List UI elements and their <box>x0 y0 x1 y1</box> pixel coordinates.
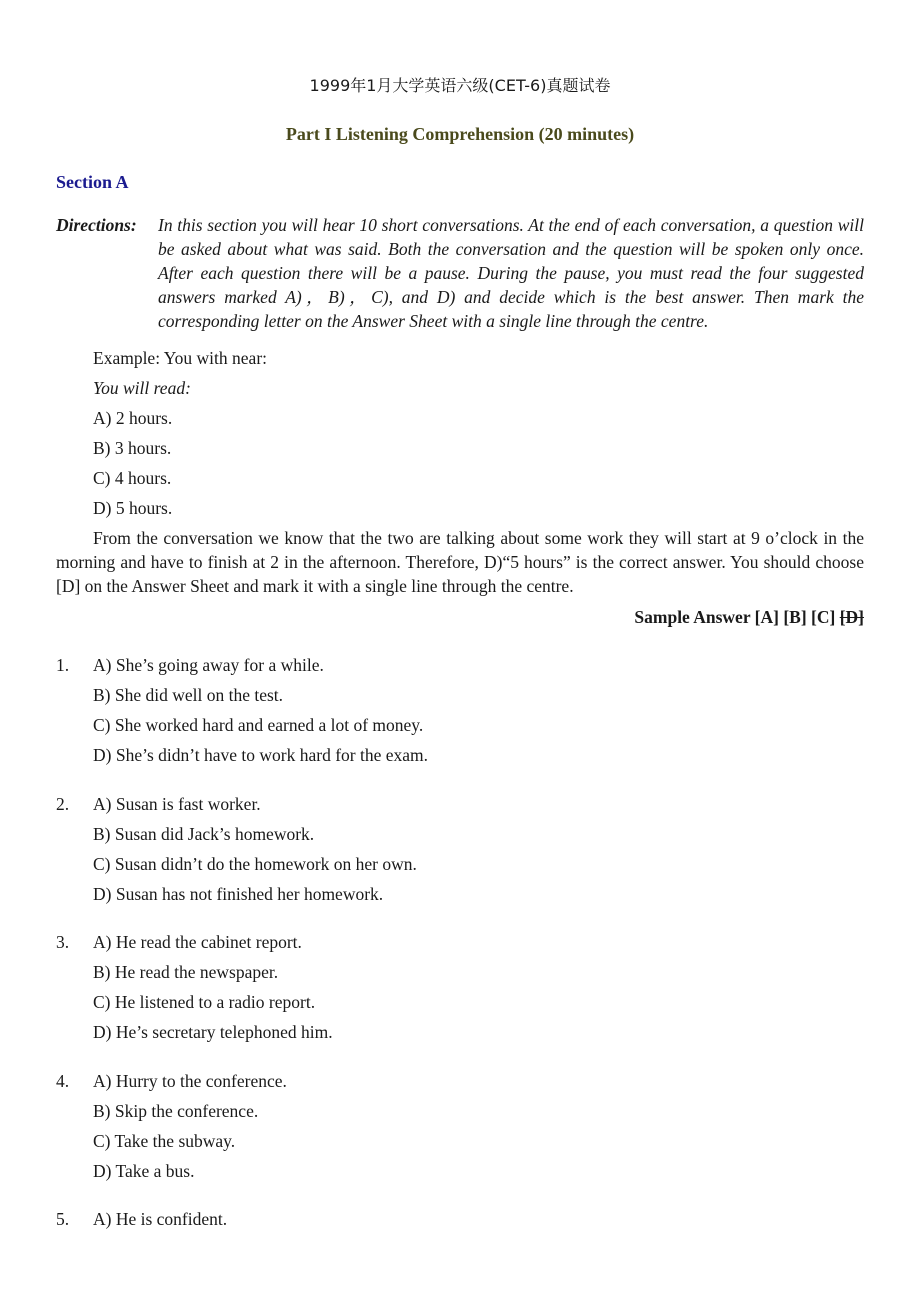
example-explanation: From the conversation we know that the two are talking about some work they will start at 9 o’clock in the morning and have to finish at 2 in the afternoon. Therefore, D)“5 hours” is the correct answer. You should choose [D] on the Answer Sheet and mark it with a single line through the centre. <box>56 528 864 596</box>
example-intro: Example: You with near: <box>93 348 268 368</box>
question-option: A) Susan is fast worker. <box>93 794 261 814</box>
directions-text: In this section you will hear 10 short conversations. At the end of each conversation, a question will be asked about what was said. Both the conversation and the question will be spoken only once. After each question there will be a pause. During the pause, you must read the four suggested answers marked A)，B)，C), and D) and decide which is the best answer. Then mark the corresponding letter on the Answer Sheet with a single line through the centre. <box>158 215 864 331</box>
question-option: C) Take the subway. <box>93 1131 236 1151</box>
question-option: B) Susan did Jack’s homework. <box>93 824 315 844</box>
question-option: D) Susan has not finished her homework. <box>93 884 384 904</box>
question-option: C) Susan didn’t do the homework on her own. <box>93 854 417 874</box>
part-title: Part I Listening Comprehension (20 minutes) <box>285 124 635 144</box>
question-option: B) He read the newspaper. <box>93 962 279 982</box>
example-read-label: You will read: <box>93 378 191 398</box>
sample-answer-marked: [D] <box>839 607 864 627</box>
section-title: Section A <box>56 172 129 192</box>
question-option: B) Skip the conference. <box>93 1101 259 1121</box>
example-option: B) 3 hours. <box>93 438 172 458</box>
example-option: D) 5 hours. <box>93 498 173 518</box>
question-number: 4. <box>56 1071 70 1091</box>
document-title: 1999年1月大学英语六级(CET-6)真题试卷 <box>309 76 611 95</box>
sample-answer <box>634 605 864 629</box>
example-option: A) 2 hours. <box>93 408 173 428</box>
directions-label: Directions: <box>56 215 137 235</box>
directions-block <box>56 213 864 333</box>
question-option: B) She did well on the test. <box>93 685 284 705</box>
question-option: A) He is confident. <box>93 1209 228 1229</box>
question-option: C) She worked hard and earned a lot of money. <box>93 715 424 735</box>
example-option: C) 4 hours. <box>93 468 172 488</box>
sample-answer-label: Sample Answer [A] [B] [C] <box>634 607 840 627</box>
question-option: D) He’s secretary telephoned him. <box>93 1022 333 1042</box>
question-option: D) Take a bus. <box>93 1161 195 1181</box>
question-option: A) She’s going away for a while. <box>93 655 324 675</box>
question-number: 5. <box>56 1209 70 1229</box>
question-option: A) Hurry to the conference. <box>93 1071 287 1091</box>
question-number: 2. <box>56 794 70 814</box>
question-number: 3. <box>56 932 70 952</box>
question-number: 1. <box>56 655 70 675</box>
question-option: A) He read the cabinet report. <box>93 932 302 952</box>
question-option: D) She’s didn’t have to work hard for the exam. <box>93 745 429 765</box>
question-option: C) He listened to a radio report. <box>93 992 316 1012</box>
